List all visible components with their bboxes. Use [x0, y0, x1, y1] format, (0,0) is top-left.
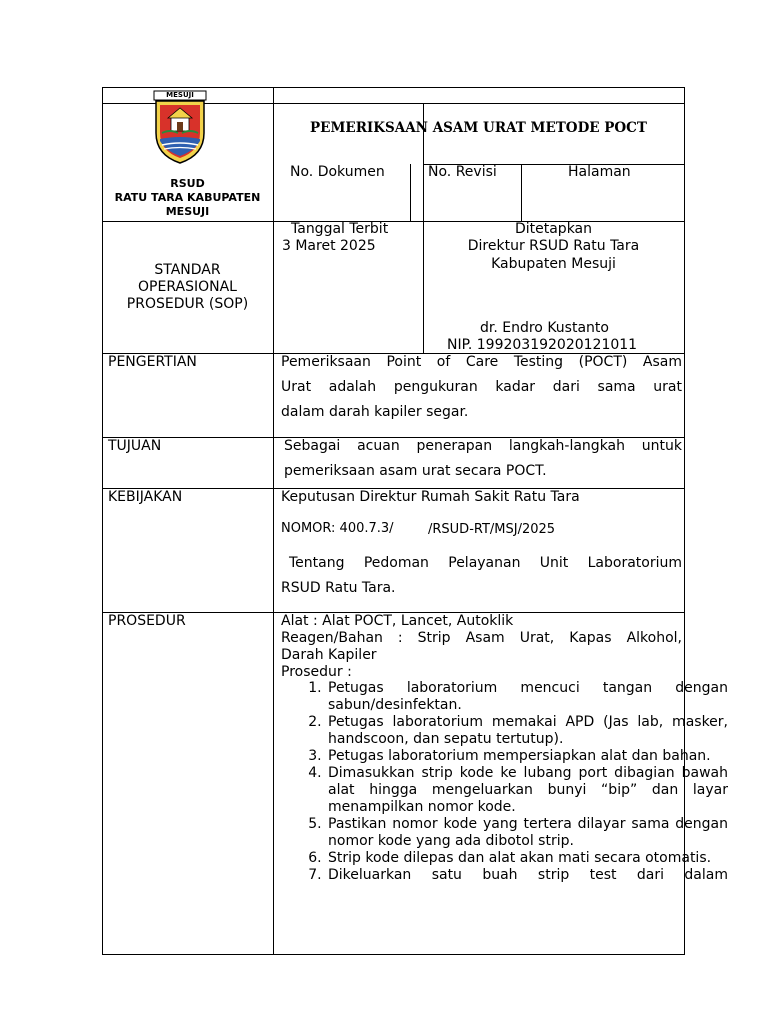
kebijakan-line3: Tentang Pedoman Pelayanan Unit Laboratorium: [289, 555, 682, 571]
page-title: PEMERIKSAAN ASAM URAT METODE POCT: [310, 120, 647, 136]
kebijakan-nomor-label: NOMOR: 400.7.3/: [281, 521, 394, 536]
list-item: 4. Dimasukkan strip kode ke lubang port dibagian bawah alat hingga mengeluarkan bunyi “bip” dan layar menampilkan nomor kode.: [326, 765, 728, 816]
reagen-line2: Darah Kapiler: [281, 647, 377, 663]
procedure-steps: [281, 680, 728, 884]
tujuan-label: TUJUAN: [108, 438, 162, 454]
list-item: 6. Strip kode dilepas dan alat akan mati secara otomatis.: [326, 850, 728, 867]
kebijakan-label: KEBIJAKAN: [108, 489, 183, 505]
no-revisi-label: No. Revisi: [428, 164, 497, 180]
logo-text: MESUJI: [166, 91, 194, 99]
signer-name: dr. Endro Kustanto: [480, 320, 609, 336]
org-name: RSUD: [170, 177, 205, 190]
kebijakan-line1: Keputusan Direktur Rumah Sakit Ratu Tara: [281, 489, 580, 505]
list-item: 5. Pastikan nomor kode yang tertera dilayar sama dengan nomor kode yang ada dibotol strip.: [326, 816, 728, 850]
sop-line1: STANDAR: [154, 262, 221, 278]
pengertian-line1: Pemeriksaan Point of Care Testing (POCT) Asam: [281, 354, 682, 370]
halaman-label: Halaman: [568, 164, 631, 180]
ditetapkan-line2: Direktur RSUD Ratu Tara: [467, 238, 640, 254]
list-item: 7. Dikeluarkan satu buah strip test dari dalam: [326, 867, 728, 884]
tujuan-line2: pemeriksaan asam urat secara POCT.: [284, 463, 547, 479]
pengertian-label: PENGERTIAN: [108, 354, 197, 370]
no-dokumen-label: No. Dokumen: [290, 164, 385, 180]
tanggal-value: 3 Maret 2025: [282, 238, 376, 254]
org-line3: MESUJI: [165, 205, 210, 218]
pengertian-line2: Urat adalah pengukuran kadar dari sama urat: [281, 379, 682, 395]
sop-line2: OPERASIONAL: [138, 279, 237, 295]
tanggal-label: Tanggal Terbit: [291, 221, 389, 237]
signer-nip: NIP. 199203192020121011: [447, 337, 638, 353]
ditetapkan-line3: Kabupaten Mesuji: [491, 256, 616, 272]
tujuan-line1: Sebagai acuan penerapan langkah-langkah untuk: [284, 438, 682, 454]
org-line2: RATU TARA KABUPATEN: [114, 191, 261, 204]
reagen-line1: Reagen/Bahan : Strip Asam Urat, Kapas Alkohol,: [281, 630, 682, 646]
alat-text: Alat : Alat POCT, Lancet, Autoklik: [281, 613, 514, 629]
kebijakan-line4: RSUD Ratu Tara.: [281, 580, 396, 596]
list-item: 1. Petugas laboratorium mencuci tangan dengan sabun/desinfektan.: [326, 680, 728, 714]
hospital-logo: [150, 89, 210, 165]
list-item: 2. Petugas laboratorium memakai APD (Jas lab, masker, handscoon, dan sepatu tertutup).: [326, 714, 728, 748]
pengertian-line3: dalam darah kapiler segar.: [281, 404, 469, 420]
prosedur-label: PROSEDUR: [108, 613, 186, 629]
prosedur-sub: Prosedur :: [281, 664, 352, 680]
ditetapkan-label: Ditetapkan: [514, 221, 593, 237]
sop-line3: PROSEDUR (SOP): [126, 296, 249, 312]
list-item: 3. Petugas laboratorium mempersiapkan alat dan bahan.: [326, 748, 728, 765]
kebijakan-nomor-suffix: /RSUD-RT/MSJ/2025: [428, 522, 556, 537]
